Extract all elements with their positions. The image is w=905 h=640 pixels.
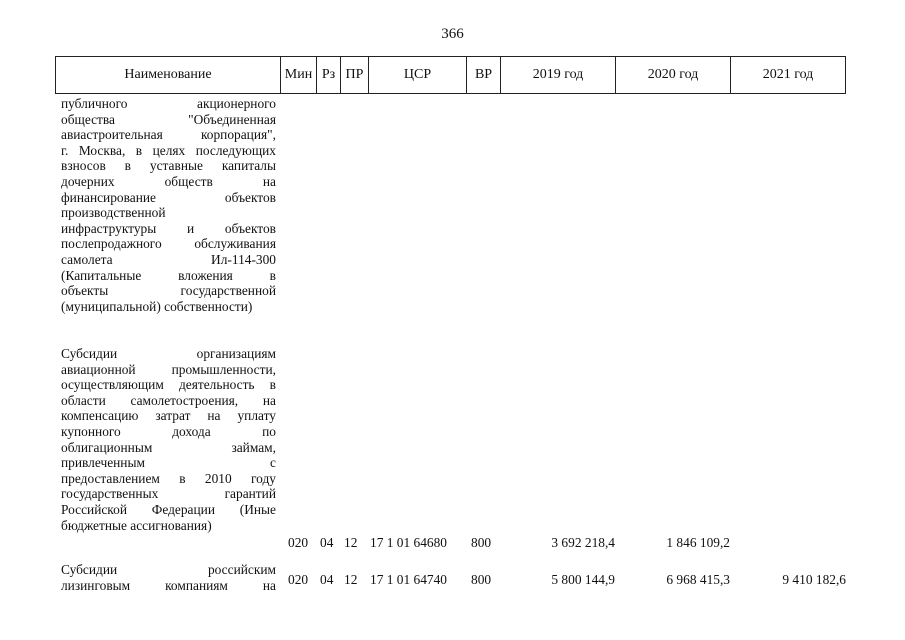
description-line: авиастроительная корпорация",	[61, 127, 276, 143]
cell-2021: 9 410 182,6	[782, 572, 846, 587]
column-header-min: Мин	[281, 57, 317, 93]
description-line: (Капитальные вложения в	[61, 267, 276, 283]
description-line: купонного дохода по	[61, 423, 276, 439]
description-line: общества "Объединенная	[61, 111, 276, 127]
column-header-2020: 2020 год	[616, 57, 731, 93]
description-line: дочерних обществ на	[61, 173, 276, 189]
cell-2019: 3 692 218,4	[551, 535, 615, 550]
column-header-name: Наименование	[56, 57, 281, 93]
column-header-rz: Рз	[317, 57, 341, 93]
cell-pr: 12	[344, 535, 358, 550]
description-line: области самолетостроения, на	[61, 392, 276, 408]
cell-2019: 5 800 144,9	[551, 572, 615, 587]
description-line: предоставлением в 2010 году	[61, 470, 276, 486]
description-line: публичного акционерного	[61, 96, 276, 111]
description-line: Российской Федерации (Иные	[61, 501, 276, 517]
column-header-vr: ВР	[467, 57, 501, 93]
cell-2020: 1 846 109,2	[666, 535, 730, 550]
description-line: Субсидии организациям	[61, 346, 276, 361]
table-row-description	[61, 562, 276, 593]
description-line: инфраструктуры и объектов	[61, 220, 276, 236]
column-header-pr: ПР	[341, 57, 369, 93]
description-line: (муниципальной) собственности)	[61, 298, 253, 314]
description-line: облигационным займам,	[61, 439, 276, 455]
cell-rz: 04	[320, 572, 334, 587]
description-line: взносов в уставные капиталы	[61, 158, 276, 174]
cell-vr: 800	[471, 572, 492, 587]
description-line: объекты государственной	[61, 283, 276, 299]
column-header-csr: ЦСР	[369, 57, 467, 93]
description-line: г. Москва, в целях последующих	[61, 142, 276, 158]
description-line: осуществляющим деятельность в	[61, 377, 276, 393]
description-line: авиационной промышленности,	[61, 361, 276, 377]
description-line: компенсацию затрат на уплату	[61, 408, 276, 424]
cell-pr: 12	[344, 572, 358, 587]
cell-rz: 04	[320, 535, 334, 550]
cell-min: 020	[288, 572, 309, 587]
cell-2020: 6 968 415,3	[666, 572, 730, 587]
description-line: государственных гарантий	[61, 486, 276, 502]
description-line: бюджетные ассигнования)	[61, 517, 212, 533]
description-line: финансирование объектов	[61, 189, 276, 205]
column-header-2021: 2021 год	[762, 67, 814, 82]
description-line: производственной	[61, 205, 166, 221]
description-line: привлеченным с	[61, 455, 276, 471]
description-line: послепродажного обслуживания	[61, 236, 276, 252]
cell-vr: 800	[471, 535, 492, 550]
description-line: самолета Ил-114-300	[61, 251, 276, 267]
cell-csr: 17 1 01 64740	[370, 572, 447, 587]
cell-min: 020	[288, 535, 309, 550]
column-header-2019: 2019 год	[501, 57, 616, 93]
page-number: 366	[441, 26, 464, 42]
description-line: Субсидии российским	[61, 562, 276, 577]
table-header	[55, 56, 846, 94]
cell-csr: 17 1 01 64680	[370, 535, 447, 550]
table-row-description	[61, 96, 276, 314]
description-line: лизинговым компаниям на	[61, 577, 276, 593]
table-row-description	[61, 346, 276, 533]
